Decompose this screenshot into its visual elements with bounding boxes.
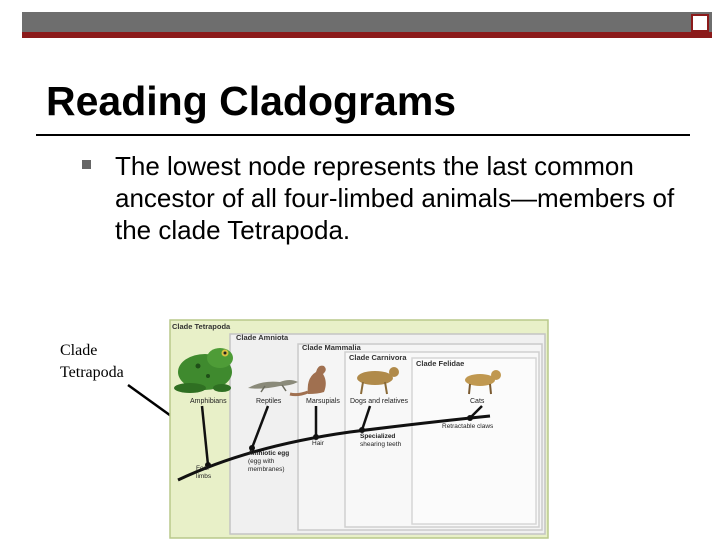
clade-title-amniota: Clade Amniota bbox=[236, 333, 289, 342]
group-marsupials: Marsupials bbox=[306, 398, 340, 405]
trait-four: Four bbox=[196, 465, 210, 472]
bullet-text: The lowest node represents the last common ancestor of all four-limbed animals—members of the clade Tetrapoda. bbox=[115, 151, 675, 245]
trait-amniotic-1: Amniotic egg bbox=[248, 450, 290, 457]
cladogram-diagram bbox=[130, 310, 550, 540]
slide-title: Reading Cladograms bbox=[46, 78, 457, 124]
clade-title-tetrapoda: Clade Tetrapoda bbox=[172, 322, 231, 331]
clade-title-felidae: Clade Felidae bbox=[416, 359, 465, 368]
trait-limbs: limbs bbox=[196, 473, 212, 480]
clade-title-carnivora: Clade Carnivora bbox=[349, 353, 407, 362]
trait-claws: Retractable claws bbox=[442, 423, 494, 430]
group-dogs: Dogs and relatives bbox=[350, 398, 408, 405]
group-reptiles: Reptiles bbox=[256, 398, 282, 405]
trait-hair: Hair bbox=[312, 440, 324, 447]
node-felidae bbox=[467, 415, 473, 421]
trait-shearing-1: Specialized bbox=[360, 433, 396, 440]
trait-amniotic-3: membranes) bbox=[248, 466, 285, 473]
clade-title-mammalia: Clade Mammalia bbox=[302, 343, 361, 352]
trait-shearing-2: shearing teeth bbox=[360, 441, 402, 448]
group-cats: Cats bbox=[470, 398, 485, 405]
trait-amniotic-2: (egg with bbox=[248, 458, 275, 465]
group-amphibians: Amphibians bbox=[190, 398, 227, 405]
clade-label-line1: Clade bbox=[60, 342, 98, 359]
clade-label-line2: Tetrapoda bbox=[60, 364, 124, 381]
